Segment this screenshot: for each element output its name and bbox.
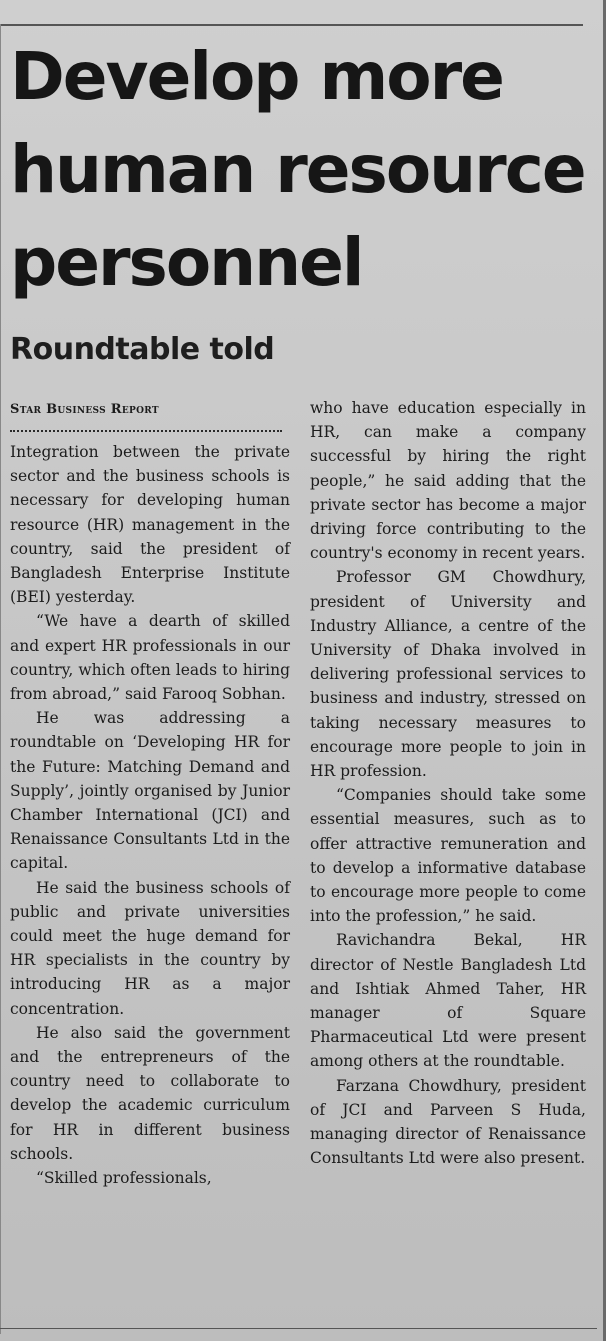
left-rule <box>0 24 1 1334</box>
paragraph: Integration between the private sector and the business schools is necessary for developing human resource (HR) management in the country, said the president of Bangladesh Enterprise Institute (BEI) yesterday. <box>10 443 290 607</box>
paragraph: He said the business schools of public and private universities could meet the huge demand for HR specialists in the country by introducing HR as a major concentration. <box>10 878 290 1018</box>
paragraph: Ravichandra Bekal, HR director of Nestle Bangladesh Ltd and Ishtiak Ahmed Taher, HR manager of Square Pharmaceutical Ltd were present among others at the roundtable. <box>310 931 586 1071</box>
article-column-left <box>10 396 290 1190</box>
headline: Develop more human resource personnel <box>10 38 585 301</box>
paragraph: Professor GM Chowdhury, president of University and Industry Alliance, a centre of the University of Dhaka involved in delivering professional services to business and industry, stressed on taking necessary measures to encourage more people to join in HR profession. <box>310 568 586 781</box>
paragraph: “We have a dearth of skilled and expert HR professionals in our country, which often leads to hiring from abroad,” said Farooq Sobhan. <box>10 612 290 704</box>
paragraph: “Skilled professionals, <box>36 1169 212 1188</box>
paragraph: who have education especially in HR, can make a company successful by hiring the right people,” he said adding that the private sector has become a major driving force contributing to the country's economy in recent years. <box>310 399 586 563</box>
byline: Star Business Report <box>10 402 159 417</box>
subheadline: Roundtable told <box>10 332 275 367</box>
bottom-rule <box>0 1328 597 1329</box>
article-column-right <box>310 396 586 1171</box>
top-rule <box>0 24 583 26</box>
byline-divider <box>10 424 282 432</box>
paragraph: He also said the government and the entrepreneurs of the country need to collaborate to develop the academic curriculum for HR in different business schools. <box>10 1023 290 1163</box>
paragraph: “Companies should take some essential measures, such as to offer attractive remuneration and to develop a informative database to encourage more people to come into the profession,” he said. <box>310 786 586 926</box>
paragraph: He was addressing a roundtable on ‘Developing HR for the Future: Matching Demand and Supply’, jointly organised by Junior Chamber International (JCI) and Renaissance Consultants Ltd in the capital. <box>10 709 290 873</box>
paragraph: Farzana Chowdhury, president of JCI and Parveen S Huda, managing director of Renaissance Consultants Ltd were also present. <box>310 1076 586 1168</box>
